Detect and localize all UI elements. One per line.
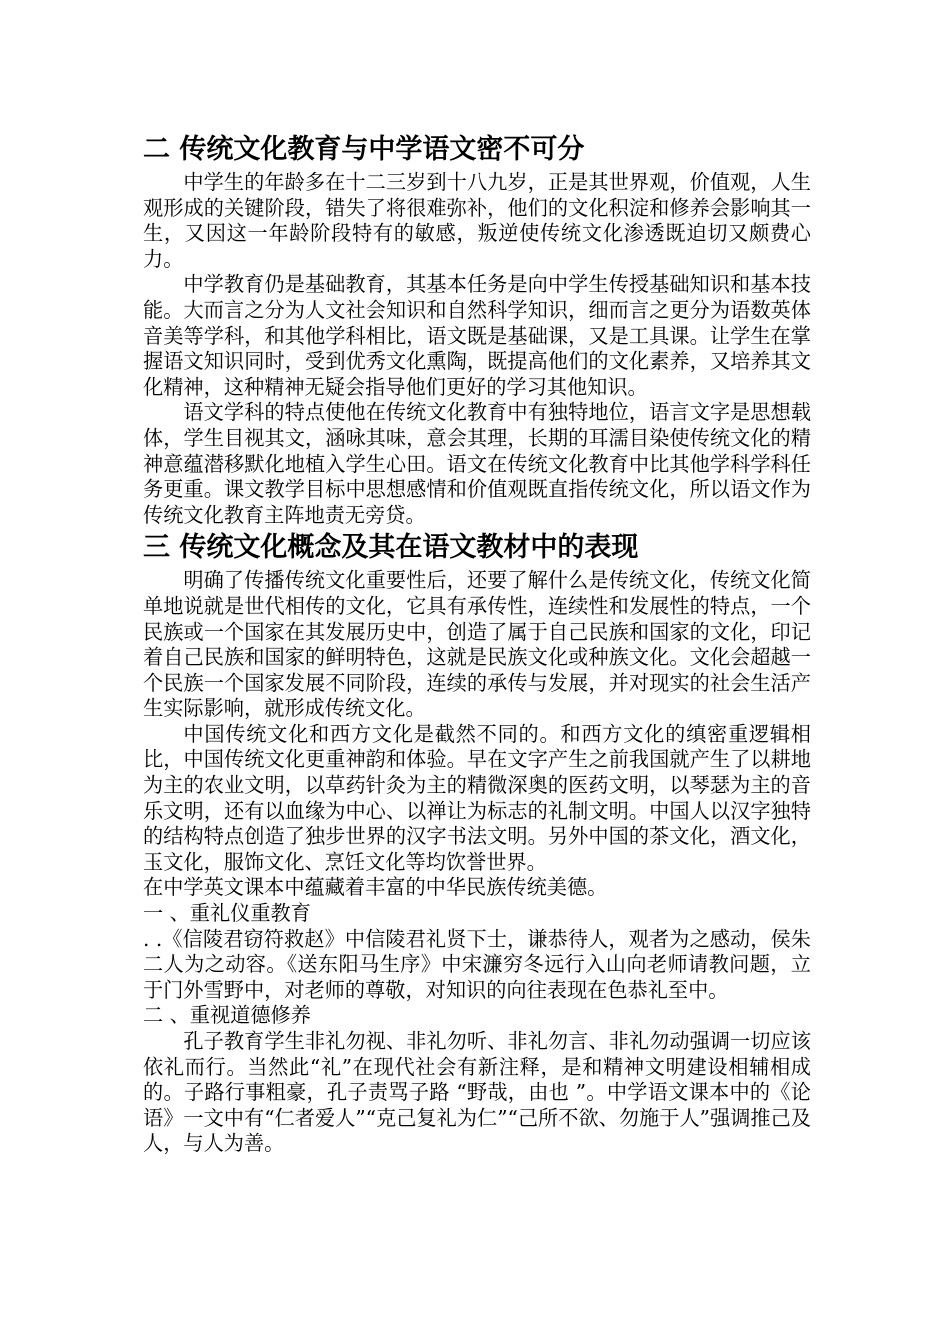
paragraph: 中学教育仍是基础教育，其基本任务是向中学生传授基础知识和基本技能。大而言之分为人文社会知识和自然科学知识，细而言之更分为语数英体音美等学科，和其他学科相比，语文既是基础课，又是工具课。让学生在掌握语文知识同时，受到优秀文化熏陶，既提高他们的文化素养，又培养其文化精神，这种精神无疑会指导他们更好的学习其他知识。	[143, 272, 811, 399]
paragraph: 中国传统文化和西方文化是截然不同的。和西方文化的缜密重逻辑相比，中国传统文化更重神韵和体验。早在文字产生之前我国就产生了以耕地为主的农业文明，以草药针灸为主的精微深奥的医药文明，以琴瑟为主的音乐文明，还有以血缘为中心、以禅让为标志的礼制文明。中国人以汉字独特的结构特点创造了独步世界的汉字书法文明。另外中国的茶文化，酒文化，玉文化，服饰文化、烹饪文化等均饮誉世界。	[143, 721, 811, 874]
document-body	[143, 130, 811, 1157]
section-heading-3: 三 传统文化概念及其在语文教材中的表现	[143, 532, 639, 564]
paragraph: 明确了传播传统文化重要性后，还要了解什么是传统文化，传统文化简单地说就是世代相传的文化，它具有承传性，连续性和发展性的特点，一个民族或一个国家在其发展历史中，创造了属于自己民族和国家的文化，印记着自己民族和国家的鲜明特色，这就是民族文化或种族文化。文化会超越一个民族一个国家发展不同阶段，连续的承传与发展，并对现实的社会生活产生实际影响，就形成传统文化。	[143, 568, 811, 721]
intro-line: 在中学英文课本中蕴藏着丰富的中华民族传统美德。	[143, 875, 608, 900]
item-1-text: . .《信陵君窃符救赵》中信陵君礼贤下士，谦恭待人，观者为之感动，侯朱二人为之动容。《送东阳马生序》中宋濂穷冬远行入山向老师请教问题，立于门外雪野中，对老师的尊敬，对知识的向往表现在色恭礼至中。	[143, 926, 811, 1002]
paragraph: 中学生的年龄多在十二三岁到十八九岁，正是其世界观，价值观，人生观形成的关键阶段，错失了将很难弥补，他们的文化积淀和修养会影响其一生，又因这一年龄阶段特有的敏感，叛逆使传统文化渗透既迫切又颇费心力。	[143, 170, 811, 271]
paragraph: 语文学科的特点使他在传统文化教育中有独特地位，语言文字是思想载体，学生目视其文，涵咏其味，意会其理，长期的耳濡目染使传统文化的精神意蕴潜移默化地植入学生心田。语文在传统文化教育中比其他学科学科任务更重。课文教学目标中思想感情和价值观既直指传统文化，所以语文作为传统文化教育主阵地责无旁贷。	[143, 400, 811, 527]
subheading-item-2: 二 、重视道德修养	[143, 1003, 311, 1028]
section-heading-2: 二 传统文化教育与中学语文密不可分	[143, 134, 585, 165]
subheading-item-1: 一 、重礼仪重教育	[143, 901, 311, 926]
item-2-text: 孔子教育学生非礼勿视、非礼勿听、非礼勿言、非礼勿动强调一切应该依礼而行。当然此“礼”在现代社会有新注释，是和精神文明建设相辅相成的。子路行事粗豪，孔子责骂子路 “野哉，由也 ”。中学语文课本中的《论语》一文中有“仁者爱人”“克己复礼为仁”“己所不欲、勿施于人”强调推己及人，与人为善。	[143, 1029, 811, 1156]
